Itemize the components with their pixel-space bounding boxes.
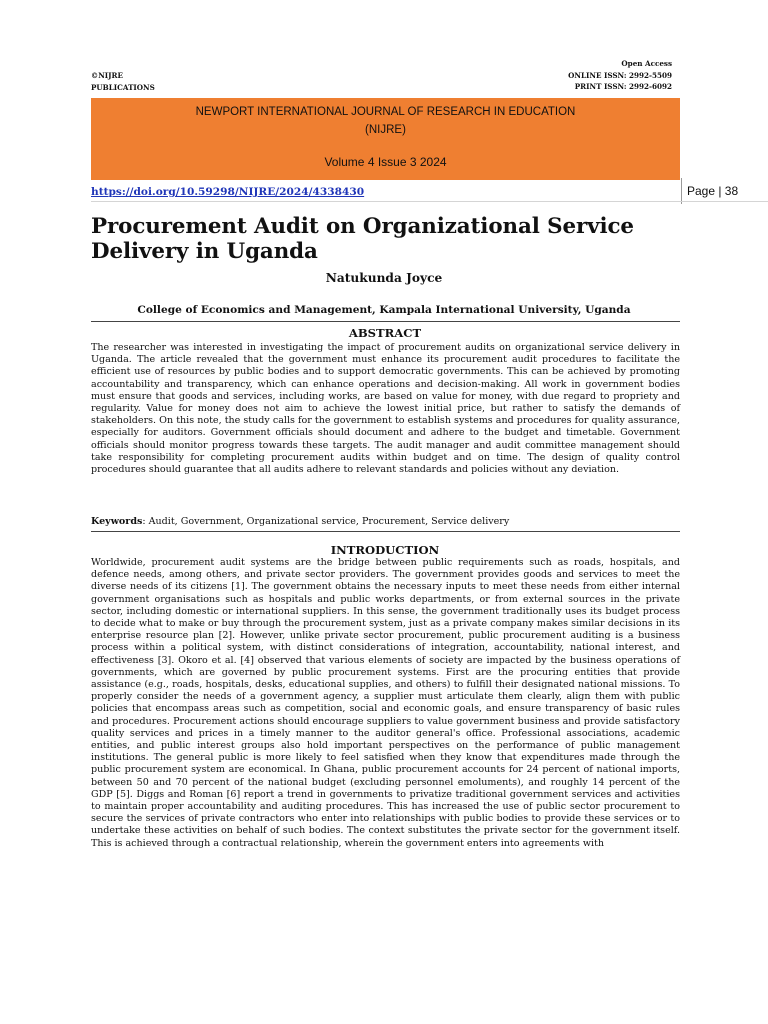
introduction-heading: INTRODUCTION [330, 543, 440, 557]
keywords-list: : Audit, Government, Organizational service, Procurement, Service delivery [142, 516, 510, 527]
abstract-text: The researcher was interested in investigating the impact of procurement audits on organizational service delivery in Uganda. The article revealed that the government must enhance its procurement audit procedures to facilitate the efficient use of resources by public bodies and to support democratic governments. This can be achieved by promoting accountability and transparency, which can enhance operations and decision-making. All work in government bodies must ensure that goods and services, including works, are based on value for money, with due regard to propriety and regularity. Value for money does not aim to achieve the lowest initial price, but rather to satisfy the demands of stakeholders. On this note, the study calls for the government to establish systems and procedures for quality assurance, especially for auditors. Government officials should document and adhere to the budget and timetable. Government officials should monitor progress towards these targets. The audit manager and audit committee management should take responsibility for completing procurement audits within budget and on time. The design of quality control procedures should guarantee that all audits adhere to relevant standards and policies without any deviation. [91, 342, 680, 476]
publisher-name: PUBLICATIONS [91, 82, 155, 92]
volume-issue: Volume 4 Issue 3 2024 [324, 155, 447, 169]
doi-link[interactable]: https://doi.org/10.59298/NIJRE/2024/4338430 [91, 186, 365, 198]
author-affiliation: College of Economics and Management, Kampala International University, Uganda [137, 304, 631, 316]
open-access-label: Open Access [621, 59, 672, 68]
journal-name: NEWPORT INTERNATIONAL JOURNAL OF RESEARCH IN EDUCATION [195, 106, 576, 118]
keywords-divider [91, 531, 680, 532]
online-issn: ONLINE ISSN: 2992-5509 [568, 70, 672, 80]
keywords-line [91, 516, 680, 528]
journal-abbrev: (NIJRE) [365, 124, 406, 136]
abstract-heading: ABSTRACT [348, 326, 422, 340]
article-title: Procurement Audit on Organizational Service Delivery in Uganda [91, 214, 634, 264]
article-author: Natukunda Joyce [325, 271, 443, 285]
publisher-block [91, 70, 155, 93]
page-number: Page | 38 [687, 184, 739, 198]
affiliation-divider [91, 321, 680, 322]
introduction-text: Worldwide, procurement audit systems are the bridge between public requirements such as roads, hospitals, and defence needs, among others, and private sector providers. The government provides goods and services to meet the diverse needs of its citizens [1]. The government obtains the necessary inputs to meet these needs from either internal government organisations such as hospitals and public works departments, or from external sources in the private sector, including domestic or international suppliers. In this sense, the government traditionally uses its budget process to decide what to make or buy through the procurement system, just as a private company makes similar decisions in its enterprise resource plan [2]. However, unlike private sector procurement, public procurement auditing is a business process within a political system, with distinct considerations of integration, accountability, national interest, and effectiveness [3]. Okoro et al. [4] observed that various elements of society are impacted by the business operations of governments, which are governed by public procurement systems. First are the procuring entities that provide assistance (e.g., roads, hospitals, desks, educational supplies, and others) to fulfill their designated national missions. To properly consider the needs of a government agency, a supplier must articulate them clearly, align them with public policies that encompass areas such as competition, social and economic goals, and ensure transparency of basic rules and procedures. Procurement actions should encourage suppliers to value government business and provide satisfactory quality services and prices in a timely manner to the auditor general's office. Professional associations, academic entities, and public interest groups also hold important perspectives on the performance of public management institutions. The general public is more likely to feel satisfied when they know that expenditures made through the public procurement system are economical. In Ghana, public procurement accounts for 24 percent of national imports, between 50 and 70 percent of the national budget (excluding personnel emoluments), and roughly 14 percent of the GDP [5]. Diggs and Roman [6] report a trend in governments to privatize traditional government services and activities to maintain proper accountability and auditing procedures. This has increased the use of public sector procurement to secure the services of private contractors who enter into relationships with public bodies to provide these services or to undertake these activities on behalf of such bodies. The context substitutes the private sector for the government itself. This is achieved through a contractual relationship, wherein the government enters into agreements with [91, 557, 680, 849]
print-issn: PRINT ISSN: 2992-6092 [574, 82, 672, 91]
publisher-copyright: ©NIJRE [91, 71, 123, 80]
issn-block [568, 58, 672, 93]
keywords-label: Keywords [91, 516, 143, 527]
header-divider [91, 201, 768, 202]
journal-banner [91, 98, 680, 180]
